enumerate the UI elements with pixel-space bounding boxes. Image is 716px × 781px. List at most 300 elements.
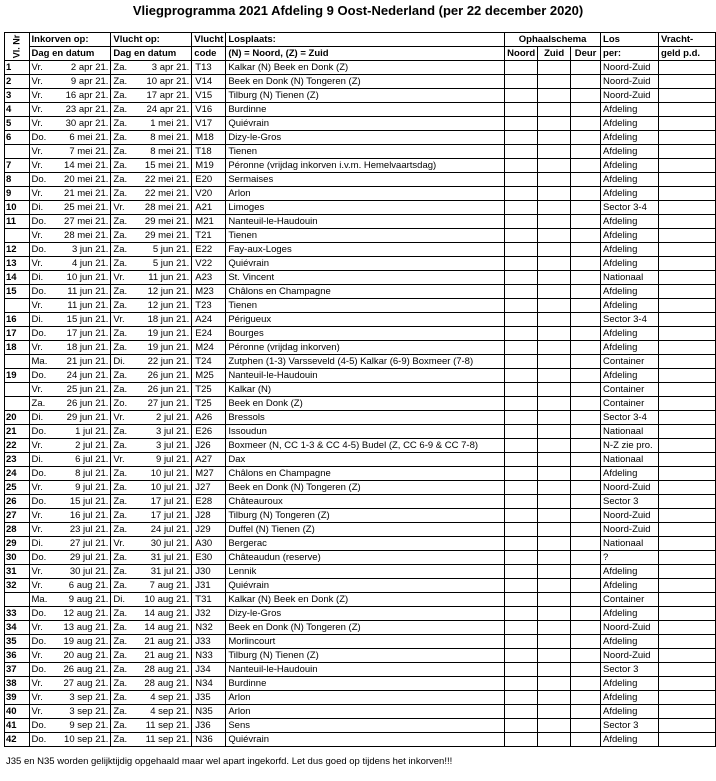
cell-ophaal-deur bbox=[571, 649, 601, 663]
cell-losplaats: Beek en Donk (N) Tongeren (Z) bbox=[226, 75, 505, 89]
cell-ophaal-deur bbox=[571, 257, 601, 271]
cell-vlucht-dag: Za. bbox=[111, 327, 137, 341]
cell-vrachtgeld bbox=[659, 383, 716, 397]
cell-losplaats: Tilburg (N) Tienen (Z) bbox=[226, 649, 505, 663]
cell-inkorf-datum: 9 apr 21. bbox=[57, 75, 111, 89]
cell-ophaal-deur bbox=[571, 733, 601, 747]
cell-vlucht-datum: 31 jul 21. bbox=[137, 551, 192, 565]
cell-inkorf-dag: Do. bbox=[29, 131, 57, 145]
cell-vlucht-datum: 18 jun 21. bbox=[137, 313, 192, 327]
cell-vrachtgeld bbox=[659, 103, 716, 117]
cell-los-per: Afdeling bbox=[601, 677, 659, 691]
cell-inkorf-dag: Ma. bbox=[29, 593, 57, 607]
cell-ophaal-noord bbox=[505, 593, 538, 607]
cell-vrachtgeld bbox=[659, 523, 716, 537]
cell-vlucht-datum: 5 jun 21. bbox=[137, 257, 192, 271]
cell-ophaal-deur bbox=[571, 705, 601, 719]
cell-inkorf-dag: Vr. bbox=[29, 705, 57, 719]
cell-vlucht-datum: 28 aug 21. bbox=[137, 677, 192, 691]
cell-ophaal-zuid bbox=[538, 257, 571, 271]
cell-vluchtcode: M18 bbox=[192, 131, 226, 145]
cell-vrachtgeld bbox=[659, 649, 716, 663]
table-row bbox=[5, 299, 716, 313]
cell-ophaal-zuid bbox=[538, 663, 571, 677]
table-row bbox=[5, 215, 716, 229]
cell-losplaats: Nanteuil-le-Haudouin bbox=[226, 369, 505, 383]
cell-vlucht-dag: Za. bbox=[111, 635, 137, 649]
cell-ophaal-deur bbox=[571, 537, 601, 551]
cell-los-per: Afdeling bbox=[601, 173, 659, 187]
cell-vluchtcode: T23 bbox=[192, 299, 226, 313]
cell-inkorf-datum: 26 jun 21. bbox=[57, 397, 111, 411]
cell-ophaal-noord bbox=[505, 131, 538, 145]
cell-ophaal-noord bbox=[505, 271, 538, 285]
cell-ophaal-deur bbox=[571, 579, 601, 593]
cell-vlnr: 30 bbox=[5, 551, 30, 565]
cell-ophaal-zuid bbox=[538, 103, 571, 117]
cell-vlnr: 9 bbox=[5, 187, 30, 201]
cell-losplaats: Sens bbox=[226, 719, 505, 733]
cell-ophaal-deur bbox=[571, 677, 601, 691]
cell-ophaal-noord bbox=[505, 341, 538, 355]
cell-ophaal-zuid bbox=[538, 411, 571, 425]
cell-vrachtgeld bbox=[659, 537, 716, 551]
cell-vlucht-datum: 3 jul 21. bbox=[137, 425, 192, 439]
table-row bbox=[5, 481, 716, 495]
cell-vlucht-dag: Za. bbox=[111, 159, 137, 173]
cell-ophaal-zuid bbox=[538, 607, 571, 621]
cell-inkorf-dag: Do. bbox=[29, 467, 57, 481]
cell-inkorf-dag: Do. bbox=[29, 285, 57, 299]
cell-vlucht-datum: 22 mei 21. bbox=[137, 187, 192, 201]
cell-vluchtcode: A21 bbox=[192, 201, 226, 215]
cell-vluchtcode: A23 bbox=[192, 271, 226, 285]
cell-los-per: Afdeling bbox=[601, 705, 659, 719]
cell-ophaal-deur bbox=[571, 103, 601, 117]
cell-inkorf-datum: 10 jun 21. bbox=[57, 271, 111, 285]
cell-vlucht-dag: Za. bbox=[111, 719, 137, 733]
cell-los-per: Container bbox=[601, 397, 659, 411]
cell-los-per: Container bbox=[601, 383, 659, 397]
cell-vlucht-dag: Za. bbox=[111, 705, 137, 719]
cell-vlucht-datum: 28 mei 21. bbox=[137, 201, 192, 215]
cell-vlucht-datum: 11 sep 21. bbox=[137, 733, 192, 747]
cell-ophaal-noord bbox=[505, 173, 538, 187]
cell-los-per: N-Z zie pro. bbox=[601, 439, 659, 453]
cell-vlucht-dag: Za. bbox=[111, 215, 137, 229]
cell-vlucht-dag: Za. bbox=[111, 691, 137, 705]
cell-inkorf-dag: Vr. bbox=[29, 579, 57, 593]
cell-los-per: Container bbox=[601, 355, 659, 369]
cell-inkorf-dag: Vr. bbox=[29, 61, 57, 75]
cell-vrachtgeld bbox=[659, 271, 716, 285]
cell-vrachtgeld bbox=[659, 201, 716, 215]
cell-ophaal-noord bbox=[505, 649, 538, 663]
cell-inkorf-datum: 25 jun 21. bbox=[57, 383, 111, 397]
cell-vrachtgeld bbox=[659, 579, 716, 593]
cell-inkorf-dag: Do. bbox=[29, 663, 57, 677]
cell-vlucht-dag: Za. bbox=[111, 677, 137, 691]
table-row bbox=[5, 117, 716, 131]
cell-ophaal-deur bbox=[571, 313, 601, 327]
cell-losplaats: Tienen bbox=[226, 299, 505, 313]
cell-los-per: Noord-Zuid bbox=[601, 509, 659, 523]
cell-losplaats: Beek en Donk (N) Tongeren (Z) bbox=[226, 621, 505, 635]
cell-ophaal-noord bbox=[505, 663, 538, 677]
cell-vlnr bbox=[5, 145, 30, 159]
cell-ophaal-noord bbox=[505, 453, 538, 467]
cell-vlnr: 21 bbox=[5, 425, 30, 439]
cell-vlucht-datum: 17 jul 21. bbox=[137, 509, 192, 523]
table-row bbox=[5, 75, 716, 89]
cell-ophaal-deur bbox=[571, 551, 601, 565]
cell-inkorf-dag: Vr. bbox=[29, 341, 57, 355]
table-row bbox=[5, 607, 716, 621]
cell-vlnr: 23 bbox=[5, 453, 30, 467]
cell-ophaal-noord bbox=[505, 579, 538, 593]
cell-losplaats: Burdinne bbox=[226, 677, 505, 691]
cell-ophaal-zuid bbox=[538, 523, 571, 537]
cell-vlucht-datum: 19 jun 21. bbox=[137, 327, 192, 341]
cell-ophaal-noord bbox=[505, 537, 538, 551]
table-row bbox=[5, 649, 716, 663]
cell-vrachtgeld bbox=[659, 341, 716, 355]
header-vracht-sub: geld p.d. bbox=[659, 47, 716, 61]
cell-vlucht-datum: 24 apr 21. bbox=[137, 103, 192, 117]
cell-vlucht-dag: Za. bbox=[111, 341, 137, 355]
cell-vlucht-datum: 2 jul 21. bbox=[137, 411, 192, 425]
cell-vlucht-datum: 12 jun 21. bbox=[137, 299, 192, 313]
cell-ophaal-zuid bbox=[538, 229, 571, 243]
cell-losplaats: Boxmeer (N, CC 1-3 & CC 4-5) Budel (Z, CC 6-9 & CC 7-8) bbox=[226, 439, 505, 453]
cell-los-per: Afdeling bbox=[601, 369, 659, 383]
cell-ophaal-deur bbox=[571, 201, 601, 215]
cell-ophaal-zuid bbox=[538, 509, 571, 523]
cell-vluchtcode: J26 bbox=[192, 439, 226, 453]
header-inkorven: Inkorven op: bbox=[29, 33, 111, 47]
cell-los-per: Afdeling bbox=[601, 691, 659, 705]
cell-losplaats: Péronne (vrijdag inkorven) bbox=[226, 341, 505, 355]
cell-los-per: Sector 3 bbox=[601, 663, 659, 677]
cell-vlnr: 40 bbox=[5, 705, 30, 719]
cell-inkorf-datum: 3 sep 21. bbox=[57, 705, 111, 719]
cell-vluchtcode: N32 bbox=[192, 621, 226, 635]
cell-inkorf-dag: Do. bbox=[29, 425, 57, 439]
table-row bbox=[5, 187, 716, 201]
cell-inkorf-dag: Do. bbox=[29, 551, 57, 565]
cell-losplaats: Tilburg (N) Tongeren (Z) bbox=[226, 509, 505, 523]
cell-vluchtcode: T31 bbox=[192, 593, 226, 607]
cell-vlucht-dag: Za. bbox=[111, 621, 137, 635]
cell-ophaal-zuid bbox=[538, 733, 571, 747]
cell-vlucht-dag: Di. bbox=[111, 593, 137, 607]
cell-ophaal-noord bbox=[505, 719, 538, 733]
cell-vrachtgeld bbox=[659, 663, 716, 677]
cell-vlnr: 27 bbox=[5, 509, 30, 523]
cell-ophaal-deur bbox=[571, 663, 601, 677]
cell-inkorf-dag: Do. bbox=[29, 635, 57, 649]
cell-vlnr bbox=[5, 397, 30, 411]
cell-losplaats: Fay-aux-Loges bbox=[226, 243, 505, 257]
cell-losplaats: Burdinne bbox=[226, 103, 505, 117]
cell-vlucht-datum: 11 jun 21. bbox=[137, 271, 192, 285]
cell-vlucht-dag: Zo. bbox=[111, 397, 137, 411]
cell-vlucht-dag: Vr. bbox=[111, 201, 137, 215]
cell-vluchtcode: E28 bbox=[192, 495, 226, 509]
cell-vlucht-dag: Za. bbox=[111, 243, 137, 257]
table-row bbox=[5, 593, 716, 607]
cell-vrachtgeld bbox=[659, 159, 716, 173]
cell-vluchtcode: J30 bbox=[192, 565, 226, 579]
cell-los-per: Afdeling bbox=[601, 103, 659, 117]
table-row bbox=[5, 327, 716, 341]
table-row bbox=[5, 229, 716, 243]
cell-ophaal-noord bbox=[505, 621, 538, 635]
cell-losplaats: Châteauroux bbox=[226, 495, 505, 509]
cell-vlnr bbox=[5, 593, 30, 607]
cell-ophaal-deur bbox=[571, 495, 601, 509]
header-vlnr: Vl. Nr bbox=[5, 33, 30, 61]
cell-vlnr: 19 bbox=[5, 369, 30, 383]
cell-ophaal-noord bbox=[505, 691, 538, 705]
cell-ophaal-zuid bbox=[538, 159, 571, 173]
header-vlucht-sub: Dag en datum bbox=[111, 47, 192, 61]
cell-inkorf-dag: Vr. bbox=[29, 383, 57, 397]
cell-inkorf-dag: Di. bbox=[29, 313, 57, 327]
cell-ophaal-zuid bbox=[538, 173, 571, 187]
cell-ophaal-noord bbox=[505, 145, 538, 159]
cell-vrachtgeld bbox=[659, 299, 716, 313]
cell-vlnr: 41 bbox=[5, 719, 30, 733]
cell-vluchtcode: E24 bbox=[192, 327, 226, 341]
cell-vlucht-dag: Za. bbox=[111, 229, 137, 243]
table-row bbox=[5, 495, 716, 509]
cell-vlucht-datum: 5 jun 21. bbox=[137, 243, 192, 257]
cell-los-per: Afdeling bbox=[601, 341, 659, 355]
cell-vlnr bbox=[5, 229, 30, 243]
cell-ophaal-noord bbox=[505, 383, 538, 397]
cell-los-per: Afdeling bbox=[601, 131, 659, 145]
cell-vrachtgeld bbox=[659, 565, 716, 579]
cell-vluchtcode: V17 bbox=[192, 117, 226, 131]
cell-los-per: Noord-Zuid bbox=[601, 621, 659, 635]
cell-inkorf-dag: Di. bbox=[29, 453, 57, 467]
cell-vrachtgeld bbox=[659, 453, 716, 467]
cell-vlnr: 42 bbox=[5, 733, 30, 747]
cell-inkorf-dag: Vr. bbox=[29, 691, 57, 705]
cell-ophaal-zuid bbox=[538, 593, 571, 607]
cell-vlucht-dag: Za. bbox=[111, 523, 137, 537]
cell-ophaal-noord bbox=[505, 607, 538, 621]
cell-ophaal-deur bbox=[571, 383, 601, 397]
cell-vlucht-dag: Za. bbox=[111, 173, 137, 187]
cell-losplaats: Périgueux bbox=[226, 313, 505, 327]
cell-vlucht-datum: 14 aug 21. bbox=[137, 607, 192, 621]
cell-inkorf-dag: Ma. bbox=[29, 355, 57, 369]
cell-inkorf-datum: 28 mei 21. bbox=[57, 229, 111, 243]
cell-vluchtcode: J27 bbox=[192, 481, 226, 495]
cell-ophaal-deur bbox=[571, 425, 601, 439]
cell-losplaats: Tienen bbox=[226, 145, 505, 159]
cell-vrachtgeld bbox=[659, 145, 716, 159]
cell-inkorf-datum: 24 jun 21. bbox=[57, 369, 111, 383]
cell-vrachtgeld bbox=[659, 481, 716, 495]
table-row bbox=[5, 285, 716, 299]
cell-ophaal-zuid bbox=[538, 75, 571, 89]
cell-vluchtcode: E20 bbox=[192, 173, 226, 187]
table-row bbox=[5, 509, 716, 523]
cell-ophaal-deur bbox=[571, 131, 601, 145]
cell-vluchtcode: T25 bbox=[192, 397, 226, 411]
cell-vluchtcode: N34 bbox=[192, 677, 226, 691]
header-code: Vlucht bbox=[192, 33, 226, 47]
cell-ophaal-noord bbox=[505, 677, 538, 691]
cell-vluchtcode: T13 bbox=[192, 61, 226, 75]
cell-inkorf-dag: Vr. bbox=[29, 509, 57, 523]
cell-ophaal-zuid bbox=[538, 425, 571, 439]
cell-ophaal-zuid bbox=[538, 719, 571, 733]
cell-inkorf-datum: 17 jun 21. bbox=[57, 327, 111, 341]
table-row bbox=[5, 257, 716, 271]
cell-vlucht-dag: Za. bbox=[111, 117, 137, 131]
cell-ophaal-deur bbox=[571, 61, 601, 75]
cell-vlucht-datum: 27 jun 21. bbox=[137, 397, 192, 411]
cell-ophaal-zuid bbox=[538, 635, 571, 649]
cell-inkorf-datum: 20 aug 21. bbox=[57, 649, 111, 663]
cell-inkorf-datum: 7 mei 21. bbox=[57, 145, 111, 159]
cell-inkorf-datum: 2 apr 21. bbox=[57, 61, 111, 75]
cell-losplaats: Morlincourt bbox=[226, 635, 505, 649]
cell-vrachtgeld bbox=[659, 677, 716, 691]
table-row bbox=[5, 677, 716, 691]
cell-vluchtcode: M24 bbox=[192, 341, 226, 355]
cell-losplaats: Arlon bbox=[226, 705, 505, 719]
cell-vluchtcode: V14 bbox=[192, 75, 226, 89]
cell-los-per: Nationaal bbox=[601, 537, 659, 551]
cell-vrachtgeld bbox=[659, 229, 716, 243]
cell-vlucht-dag: Za. bbox=[111, 579, 137, 593]
cell-vlnr: 16 bbox=[5, 313, 30, 327]
cell-vlnr: 2 bbox=[5, 75, 30, 89]
table-row bbox=[5, 173, 716, 187]
cell-inkorf-dag: Vr. bbox=[29, 187, 57, 201]
cell-ophaal-deur bbox=[571, 691, 601, 705]
cell-inkorf-datum: 4 jun 21. bbox=[57, 257, 111, 271]
cell-inkorf-dag: Vr. bbox=[29, 145, 57, 159]
cell-ophaal-zuid bbox=[538, 369, 571, 383]
cell-vluchtcode: J29 bbox=[192, 523, 226, 537]
cell-vrachtgeld bbox=[659, 355, 716, 369]
cell-losplaats: Limoges bbox=[226, 201, 505, 215]
cell-vlnr: 28 bbox=[5, 523, 30, 537]
cell-vlnr: 15 bbox=[5, 285, 30, 299]
cell-inkorf-dag: Vr. bbox=[29, 117, 57, 131]
cell-ophaal-noord bbox=[505, 369, 538, 383]
cell-vluchtcode: N36 bbox=[192, 733, 226, 747]
cell-vrachtgeld bbox=[659, 719, 716, 733]
cell-vlucht-dag: Vr. bbox=[111, 411, 137, 425]
cell-vlucht-datum: 19 jun 21. bbox=[137, 341, 192, 355]
cell-vrachtgeld bbox=[659, 89, 716, 103]
cell-los-per: Afdeling bbox=[601, 187, 659, 201]
cell-inkorf-dag: Vr. bbox=[29, 257, 57, 271]
cell-losplaats: Duffel (N) Tienen (Z) bbox=[226, 523, 505, 537]
cell-ophaal-zuid bbox=[538, 579, 571, 593]
cell-vlnr: 11 bbox=[5, 215, 30, 229]
cell-vrachtgeld bbox=[659, 411, 716, 425]
cell-ophaal-zuid bbox=[538, 705, 571, 719]
cell-ophaal-zuid bbox=[538, 551, 571, 565]
cell-vlucht-datum: 10 apr 21. bbox=[137, 75, 192, 89]
table-header bbox=[5, 33, 716, 61]
cell-ophaal-zuid bbox=[538, 439, 571, 453]
cell-inkorf-dag: Do. bbox=[29, 495, 57, 509]
cell-vluchtcode: M21 bbox=[192, 215, 226, 229]
cell-inkorf-datum: 23 apr 21. bbox=[57, 103, 111, 117]
cell-ophaal-deur bbox=[571, 145, 601, 159]
cell-vlnr: 35 bbox=[5, 635, 30, 649]
table-row bbox=[5, 131, 716, 145]
cell-vluchtcode: A27 bbox=[192, 453, 226, 467]
cell-ophaal-deur bbox=[571, 173, 601, 187]
cell-vlucht-datum: 15 mei 21. bbox=[137, 159, 192, 173]
table-row bbox=[5, 691, 716, 705]
cell-ophaal-deur bbox=[571, 635, 601, 649]
cell-ophaal-deur bbox=[571, 117, 601, 131]
cell-ophaal-deur bbox=[571, 243, 601, 257]
cell-vluchtcode: J32 bbox=[192, 607, 226, 621]
cell-ophaal-deur bbox=[571, 271, 601, 285]
cell-ophaal-deur bbox=[571, 565, 601, 579]
cell-inkorf-dag: Do. bbox=[29, 369, 57, 383]
cell-los-per: Afdeling bbox=[601, 215, 659, 229]
cell-ophaal-noord bbox=[505, 523, 538, 537]
table-row bbox=[5, 341, 716, 355]
cell-inkorf-dag: Vr. bbox=[29, 89, 57, 103]
cell-los-per: Afdeling bbox=[601, 733, 659, 747]
cell-vlnr: 18 bbox=[5, 341, 30, 355]
cell-vlucht-dag: Za. bbox=[111, 61, 137, 75]
cell-ophaal-deur bbox=[571, 719, 601, 733]
cell-vlucht-datum: 31 jul 21. bbox=[137, 565, 192, 579]
cell-vrachtgeld bbox=[659, 397, 716, 411]
cell-inkorf-datum: 14 mei 21. bbox=[57, 159, 111, 173]
cell-vluchtcode: E22 bbox=[192, 243, 226, 257]
cell-inkorf-datum: 10 sep 21. bbox=[57, 733, 111, 747]
cell-vlnr: 14 bbox=[5, 271, 30, 285]
cell-ophaal-zuid bbox=[538, 649, 571, 663]
cell-vlucht-datum: 29 mei 21. bbox=[137, 229, 192, 243]
cell-los-per: Noord-Zuid bbox=[601, 523, 659, 537]
cell-losplaats: Kalkar (N) Beek en Donk (Z) bbox=[226, 593, 505, 607]
table-row bbox=[5, 145, 716, 159]
cell-losplaats: Péronne (vrijdag inkorven i.v.m. Hemelvaartsdag) bbox=[226, 159, 505, 173]
cell-los-per: Afdeling bbox=[601, 607, 659, 621]
cell-inkorf-datum: 11 jun 21. bbox=[57, 285, 111, 299]
cell-los-per: Afdeling bbox=[601, 145, 659, 159]
cell-vlnr: 1 bbox=[5, 61, 30, 75]
cell-ophaal-deur bbox=[571, 453, 601, 467]
cell-vlnr: 37 bbox=[5, 663, 30, 677]
cell-ophaal-noord bbox=[505, 705, 538, 719]
cell-vlucht-datum: 8 mei 21. bbox=[137, 131, 192, 145]
cell-vluchtcode: J35 bbox=[192, 691, 226, 705]
cell-vlucht-datum: 11 sep 21. bbox=[137, 719, 192, 733]
table-row bbox=[5, 453, 716, 467]
cell-ophaal-zuid bbox=[538, 285, 571, 299]
cell-vlnr: 34 bbox=[5, 621, 30, 635]
cell-los-per: Afdeling bbox=[601, 159, 659, 173]
